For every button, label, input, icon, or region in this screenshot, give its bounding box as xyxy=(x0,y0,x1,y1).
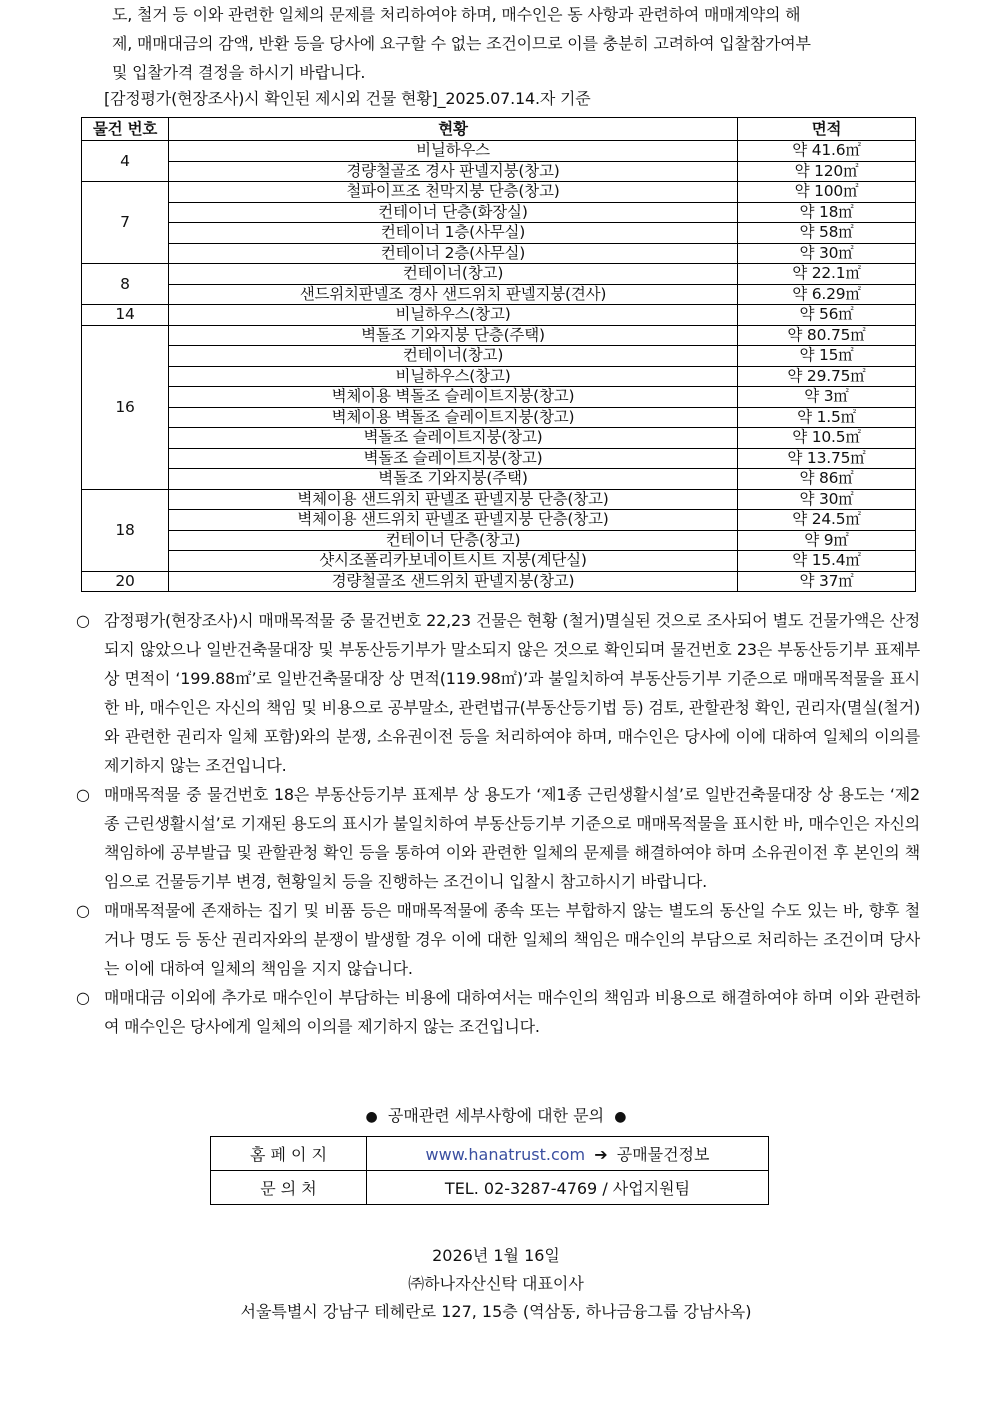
table-row xyxy=(82,202,916,223)
status-cell: 경량철골조 샌드위치 판넬지붕(창고) xyxy=(169,571,738,592)
note-text: 매매목적물 중 물건번호 18은 부동산등기부 표제부 상 용도가 ‘제1종 근린생활시설’로 일반건축물대장 상 용도는 ‘제2종 근린생활시설’로 기재된 용도의 표시가 불일치하여 부동산등기부 기준으로 매매목적물을 표시한 바, 매수인은 자신의 책임하에 공부발급 및 관할관청 확인 등을 통하여 이와 관련한 일체의 문제를 해결하여야 하며 소유권이전 후 본인의 책임으로 건물등기부 변경, 현황일치 등을 진행하는 조건이니 입찰시 참고하시기 바랍니다. xyxy=(104,785,920,891)
area-cell: 약 22.1㎡ xyxy=(738,264,916,285)
area-cell: 약 18㎡ xyxy=(738,202,916,223)
table-row xyxy=(82,325,916,346)
table-row xyxy=(82,387,916,408)
notes-list xyxy=(76,606,920,1041)
area-cell: 약 9㎡ xyxy=(738,530,916,551)
status-cell: 컨테이너 단층(화장실) xyxy=(169,202,738,223)
status-cell: 벽체이용 벽돌조 슬레이트지붕(창고) xyxy=(169,387,738,408)
intro-line: 제, 매매대금의 감액, 반환 등을 당사에 요구할 수 없는 조건이므로 이를 충분히 고려하여 입찰참가여부 xyxy=(112,34,811,53)
note-text: 매매목적물에 존재하는 집기 및 비품 등은 매매목적물에 종속 또는 부합하지 않는 별도의 동산일 수도 있는 바, 향후 철거나 명도 등 동산 권리자와의 분쟁이 발생할 경우 이에 대한 일체의 책임은 매수인의 부담으로 처리하는 조건이며 당사는 이에 대하여 일체의 책임을 지지 않습니다. xyxy=(104,901,920,978)
table-row xyxy=(82,305,916,326)
building-status-table xyxy=(81,117,916,592)
footer-address: 서울특별시 강남구 테헤란로 127, 15층 (역삼동, 하나금융그룹 강남사옥) xyxy=(240,1302,752,1321)
status-cell: 컨테이너 2층(사무실) xyxy=(169,243,738,264)
item-number-cell: 8 xyxy=(82,264,169,305)
header-area: 면적 xyxy=(738,118,916,141)
table-row xyxy=(82,469,916,490)
table-row xyxy=(82,510,916,531)
header-item-no: 물건 번호 xyxy=(82,118,169,141)
area-cell: 약 15㎡ xyxy=(738,346,916,367)
note-item xyxy=(76,606,920,780)
header-status: 현황 xyxy=(169,118,738,141)
area-cell: 약 24.5㎡ xyxy=(738,510,916,531)
item-number-cell: 4 xyxy=(82,141,169,182)
status-cell: 벽체이용 벽돌조 슬레이트지붕(창고) xyxy=(169,407,738,428)
footer-date: 2026년 1월 16일 xyxy=(432,1246,560,1265)
area-cell: 약 29.75㎡ xyxy=(738,366,916,387)
contact-label: 문 의 처 xyxy=(211,1171,367,1205)
bullet-dot-icon: ● xyxy=(614,1109,627,1125)
table-row xyxy=(82,530,916,551)
status-cell: 샌드위치판넬조 경사 샌드위치 판넬지붕(견사) xyxy=(169,284,738,305)
table-row xyxy=(82,407,916,428)
status-cell: 샷시조폴리카보네이트시트 지붕(계단실) xyxy=(169,551,738,572)
circle-bullet-icon: ○ xyxy=(76,611,90,630)
inquiry-table xyxy=(210,1136,769,1205)
status-cell: 벽돌조 기와지붕 단층(주택) xyxy=(169,325,738,346)
table-row xyxy=(82,448,916,469)
table-row xyxy=(82,264,916,285)
table-row xyxy=(82,428,916,449)
status-cell: 벽돌조 슬레이트지붕(창고) xyxy=(169,428,738,449)
footer-company: ㈜하나자산신탁 대표이사 xyxy=(408,1274,584,1293)
note-text: 감정평가(현장조사)시 매매목적물 중 물건번호 22,23 건물은 현황 (철거)멸실된 것으로 조사되어 별도 건물가액은 산정되지 않았으나 일반건축물대장 및 부동산등기부가 말소되지 않은 것으로 확인되며 물건번호 23은 부동산등기부 표제부 상 면적이 ‘199.88㎡’로 일반건축물대장 상 면적(119.98㎡)’과 불일치하여 부동산등기부 기준으로 매매목적물을 표시한 바, 매수인은 자신의 책임 및 비용으로 공부말소, 관련법규(부동산등기법 등) 검토, 관할관청 확인, 권리자(멸실(철거)와 관련한 권리자 일체 포함)와의 분쟁, 소유권이전 등을 처리하여야 하며, 매수인은 당사에 이에 대하여 일체의 이의를 제기하지 않는 조건입니다. xyxy=(104,611,920,775)
area-cell: 약 56㎡ xyxy=(738,305,916,326)
status-cell: 비닐하우스(창고) xyxy=(169,305,738,326)
contact-value: TEL. 02-3287-4769 / 사업지원팀 xyxy=(367,1171,769,1205)
intro-line: 및 입찰가격 결정을 하시기 바랍니다. xyxy=(112,63,366,82)
area-cell: 약 10.5㎡ xyxy=(738,428,916,449)
status-cell: 벽돌조 기와지붕(주택) xyxy=(169,469,738,490)
note-item xyxy=(76,780,920,896)
table-row xyxy=(82,161,916,182)
table-row xyxy=(82,489,916,510)
area-cell: 약 80.75㎡ xyxy=(738,325,916,346)
table-row xyxy=(82,182,916,203)
note-text: 매매대금 이외에 추가로 매수인이 부담하는 비용에 대하여서는 매수인의 책임과 비용으로 해결하여야 하며 이와 관련하여 매수인은 당사에게 일체의 이의를 제기하지 않는 조건입니다. xyxy=(104,988,921,1036)
status-cell: 컨테이너(창고) xyxy=(169,346,738,367)
area-cell: 약 30㎡ xyxy=(738,243,916,264)
status-cell: 비닐하우스(창고) xyxy=(169,366,738,387)
area-cell: 약 13.75㎡ xyxy=(738,448,916,469)
inquiry-title-text: 공매관련 세부사항에 대한 문의 xyxy=(387,1106,605,1125)
area-cell: 약 41.6㎡ xyxy=(738,141,916,162)
status-cell: 벽체이용 샌드위치 판넬조 판넬지붕 단층(창고) xyxy=(169,489,738,510)
note-item xyxy=(76,896,920,983)
contact-row xyxy=(211,1171,769,1205)
homepage-destination: 공매물건정보 xyxy=(616,1145,710,1164)
area-cell: 약 15.4㎡ xyxy=(738,551,916,572)
homepage-label: 홈 페 이 지 xyxy=(211,1137,367,1171)
area-cell: 약 1.5㎡ xyxy=(738,407,916,428)
status-cell: 비닐하우스 xyxy=(169,141,738,162)
item-number-cell: 7 xyxy=(82,182,169,264)
area-cell: 약 3㎡ xyxy=(738,387,916,408)
bullet-dot-icon: ● xyxy=(365,1109,378,1125)
item-number-cell: 14 xyxy=(82,305,169,326)
area-cell: 약 100㎡ xyxy=(738,182,916,203)
status-cell: 컨테이너(창고) xyxy=(169,264,738,285)
table-row xyxy=(82,366,916,387)
circle-bullet-icon: ○ xyxy=(76,785,90,804)
intro-paragraph xyxy=(112,0,920,87)
area-cell: 약 86㎡ xyxy=(738,469,916,490)
table-row xyxy=(82,284,916,305)
area-cell: 약 30㎡ xyxy=(738,489,916,510)
table-caption: [감정평가(현장조사)시 확인된 제시외 건물 현황]_2025.07.14.자 기준 xyxy=(104,89,591,108)
homepage-link[interactable]: www.hanatrust.com xyxy=(425,1145,586,1164)
area-cell: 약 6.29㎡ xyxy=(738,284,916,305)
homepage-value xyxy=(367,1137,769,1171)
status-cell: 벽돌조 슬레이트지붕(창고) xyxy=(169,448,738,469)
status-cell: 컨테이너 단층(창고) xyxy=(169,530,738,551)
table-row xyxy=(82,346,916,367)
status-cell: 벽체이용 샌드위치 판넬조 판넬지붕 단층(창고) xyxy=(169,510,738,531)
table-row xyxy=(82,141,916,162)
table-header-row xyxy=(82,118,916,141)
table-row xyxy=(82,243,916,264)
intro-line: 도, 철거 등 이와 관련한 일체의 문제를 처리하여야 하며, 매수인은 동 사항과 관련하여 매매계약의 해 xyxy=(112,5,801,24)
area-cell: 약 58㎡ xyxy=(738,223,916,244)
item-number-cell: 16 xyxy=(82,325,169,489)
circle-bullet-icon: ○ xyxy=(76,988,90,1007)
status-cell: 컨테이너 1층(사무실) xyxy=(169,223,738,244)
item-number-cell: 20 xyxy=(82,571,169,592)
table-row xyxy=(82,571,916,592)
area-cell: 약 37㎡ xyxy=(738,571,916,592)
status-cell: 경량철골조 경사 판넬지붕(창고) xyxy=(169,161,738,182)
area-cell: 약 120㎡ xyxy=(738,161,916,182)
status-cell: 철파이프조 천막지붕 단층(창고) xyxy=(169,182,738,203)
item-number-cell: 18 xyxy=(82,489,169,571)
arrow-right-icon: ➔ xyxy=(594,1145,608,1164)
table-row xyxy=(82,223,916,244)
inquiry-title xyxy=(0,1103,992,1126)
note-item xyxy=(76,983,920,1041)
homepage-row xyxy=(211,1137,769,1171)
table-row xyxy=(82,551,916,572)
circle-bullet-icon: ○ xyxy=(76,901,90,920)
